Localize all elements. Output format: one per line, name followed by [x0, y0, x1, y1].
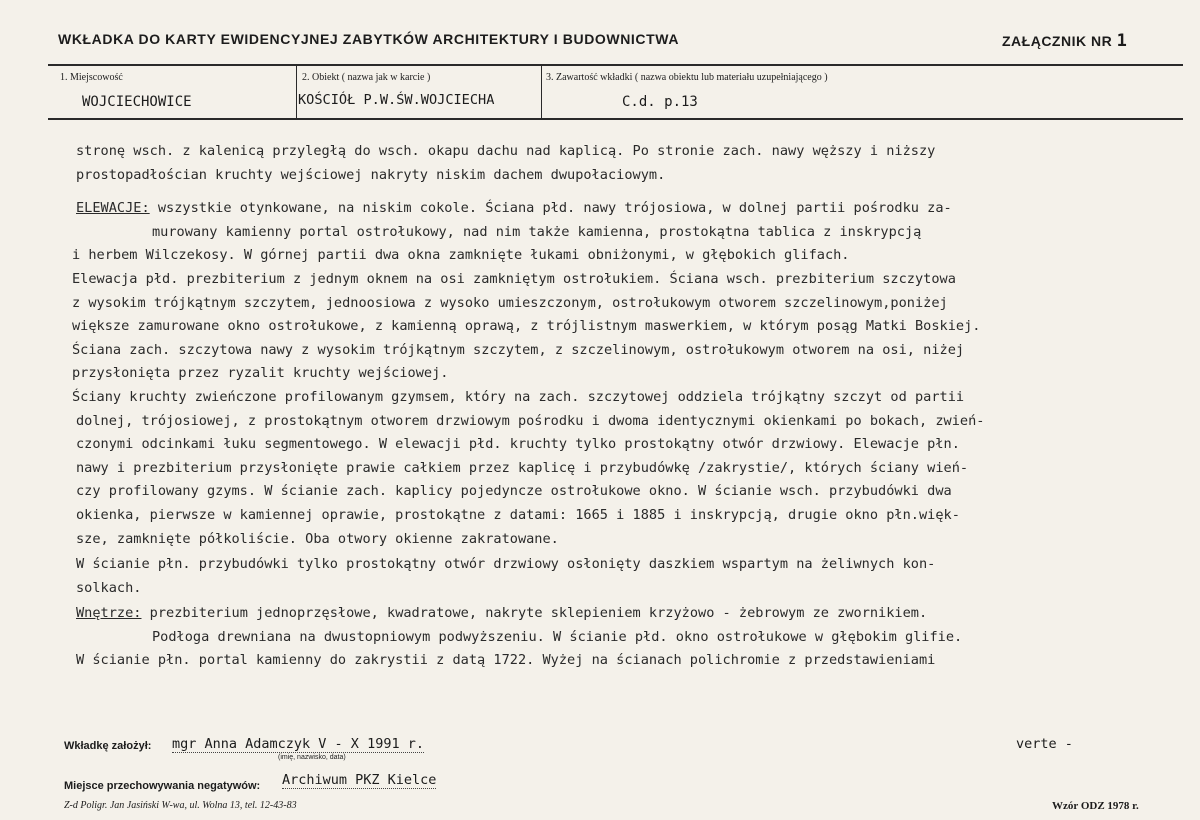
body-line-text: wszystkie otynkowane, na niskim cokole. Ściana płd. nawy trójosiowa, w dolnej partii pośrodku za-	[149, 200, 952, 217]
founder-label: Wkładkę założył:	[64, 740, 152, 752]
field-1-value: WOJCIECHOWICE	[82, 94, 192, 110]
field-divider-2	[541, 66, 542, 118]
body-line: W ścianie płn. przybudówki tylko prostokątny otwór drzwiowy osłonięty daszkiem wspartym na żeliwnych kon-	[76, 556, 936, 573]
document-body	[72, 140, 1186, 673]
body-line: stronę wsch. z kalenicą przyległą do wsch. okapu dachu nad kaplicą. Po stronie zach. nawy węższy i niższy	[76, 143, 936, 159]
body-line: Podłoga drewniana na dwustopniowym podwyższeniu. W ścianie płd. okno ostrołukowe w głębokim glifie.	[152, 628, 963, 645]
body-line: i herbem Wilczekosy. W górnej partii dwa okna zamknięte łukami obniżonymi, w głębokich glifach.	[72, 247, 850, 264]
body-line: Elewacja płd. prezbiterium z jednym oknem na osi zamkniętym ostrołukiem. Ściana wsch. prezbiterium szczytowa	[72, 270, 956, 287]
section-heading-elevations: ELEWACJE:	[76, 200, 150, 217]
body-line-elevations	[76, 197, 1186, 221]
body-line: Ściany kruchty zwieńczone profilowanym gzymsem, który na zach. szczytowej oddziela trójkątny szczyt od partii	[72, 388, 965, 405]
form-code: Wzór ODZ 1978 r.	[1052, 800, 1139, 812]
annex-number: 1	[1116, 31, 1128, 51]
negatives-label: Miejsce przechowywania negatywów:	[64, 780, 261, 792]
field-1-label: 1. Miejscowość	[60, 72, 123, 83]
body-line: Ściana zach. szczytowa nawy z wysokim trójkątnym szczytem, z szczelinowym, ostrołukowym otworem na osi, niżej	[72, 341, 965, 358]
negatives-value: Archiwum PKZ Kielce	[282, 772, 437, 788]
printer-imprint: Z-d Poligr. Jan Jasiński W-wa, ul. Wolna 13, tel. 12-43-83	[64, 800, 297, 811]
field-3-value: C.d. p.13	[622, 94, 698, 110]
annex-label-text: ZAŁĄCZNIK NR	[1002, 33, 1113, 49]
field-2-label: 2. Obiekt ( nazwa jak w karcie )	[302, 72, 431, 83]
field-box-bottom-rule	[48, 118, 1183, 120]
body-line: nawy i prezbiterium przysłonięte prawie całkiem przez kaplicę i przybudówkę /zakrystie/, których ściany wień-	[76, 459, 969, 476]
body-line-text: prezbiterium jednoprzęsłowe, kwadratowe, nakryte sklepieniem krzyżowo - żebrowym ze zwornikiem.	[141, 605, 928, 622]
body-line: czonymi odcinkami łuku segmentowego. W elewacji płd. kruchty tylko prostokątny otwór drzwiowy. Elewacje płn.	[76, 436, 960, 453]
body-line: sze, zamknięte półkoliście. Oba otwory okienne zakratowane.	[76, 530, 559, 547]
body-line: z wysokim trójkątnym szczytem, jednoosiowa z wysoko umieszczonym, ostrołukowym otworem szczelinowym,poniżej	[72, 294, 948, 311]
verte-note: verte -	[1016, 736, 1073, 752]
field-box-top-rule	[48, 64, 1183, 66]
body-line: dolnej, trójosiowej, z prostokątnym otworem drzwiowym pośrodku i dwoma identycznymi okienkami po bokach, zwień-	[76, 412, 985, 429]
body-line: murowany kamienny portal ostrołukowy, nad nim także kamienna, prostokątna tablica z inskrypcją	[152, 223, 922, 240]
field-3-label: 3. Zawartość wkładki ( nazwa obiektu lub materiału uzupełniającego )	[546, 72, 828, 83]
body-line: W ścianie płn. portal kamienny do zakrystii z datą 1722. Wyżej na ścianach polichromie z przedstawieniami	[76, 652, 936, 669]
founder-value: mgr Anna Adamczyk V - X 1991 r.	[172, 736, 424, 752]
body-line: czy profilowany gzyms. W ścianie zach. kaplicy pojedyncze ostrołukowe okno. W ścianie wsch. przybudówki dwa	[76, 483, 952, 500]
annex-label	[1002, 31, 1127, 51]
section-heading-interior: Wnętrze:	[76, 605, 142, 622]
body-line: większe zamurowane okno ostrołukowe, z kamienną oprawą, z trójlistnym maswerkiem, w którym posąg Matki Boskiej.	[72, 318, 981, 335]
form-title: WKŁADKA DO KARTY EWIDENCYJNEJ ZABYTKÓW ARCHITEKTURY I BUDOWNICTWA	[58, 31, 680, 47]
body-line: okienka, pierwsze w kamiennej oprawie, prostokątne z datami: 1665 i 1885 i inskrypcją, drugie okno płn.więk-	[76, 506, 960, 523]
field-divider-1	[296, 66, 297, 118]
body-line: solkach.	[76, 579, 142, 596]
field-2-value: KOŚCIÓŁ P.W.ŚW.WOJCIECHA	[298, 92, 495, 108]
body-line: przysłonięta przez ryzalit kruchty wejściowej.	[72, 365, 449, 382]
body-line-interior	[76, 602, 1186, 626]
founder-hint: (imię, nazwisko, data)	[278, 754, 346, 761]
body-line: prostopadłościan kruchty wejściowej nakryty niskim dachem dwupołaciowym.	[76, 166, 666, 183]
